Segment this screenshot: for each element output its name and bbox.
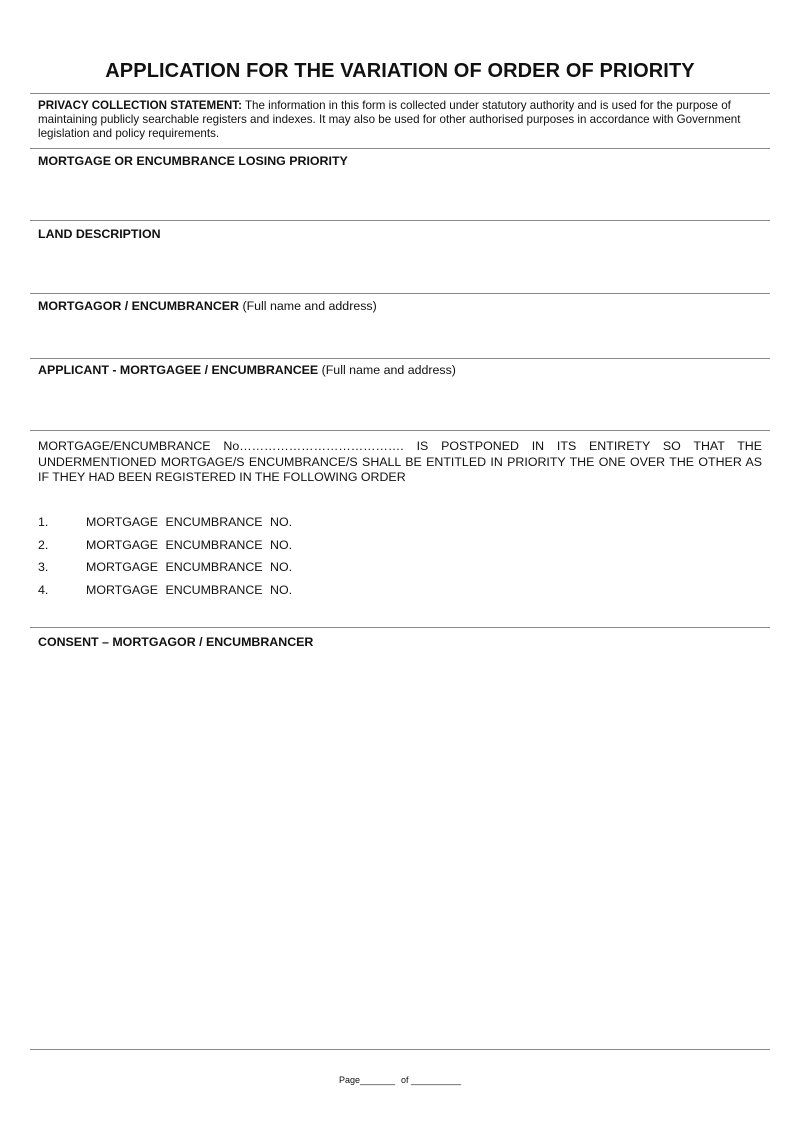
page-number-field: Page_______ [338, 1075, 395, 1085]
land-description-heading: LAND DESCRIPTION [38, 227, 161, 241]
losing-priority-heading: MORTGAGE OR ENCUMBRANCE LOSING PRIORITY [38, 154, 348, 168]
item-label: MORTGAGE ENCUMBRANCE NO. [86, 537, 293, 552]
divider [30, 358, 770, 359]
list-item [38, 538, 292, 561]
privacy-text: The information in this form is collected under statutory authority and is used for the purpose of maintaining publicly searchable registers and indexes. It may also be used for other authorised purposes in accordance with Government legislation and policy requirements. [38, 99, 741, 140]
item-number: 3. [38, 560, 49, 575]
mortgagor-heading-label: MORTGAGOR / ENCUMBRANCER [38, 299, 239, 313]
page-footer [0, 1075, 800, 1085]
privacy-statement [38, 99, 758, 141]
list-item [38, 583, 292, 606]
item-label: MORTGAGE ENCUMBRANCE NO. [86, 515, 293, 529]
priority-order-list [38, 515, 292, 606]
consent-heading: CONSENT – MORTGAGOR / ENCUMBRANCER [38, 635, 314, 649]
page-title: APPLICATION FOR THE VARIATION OF ORDER OF PRIORITY [105, 60, 695, 82]
divider [30, 293, 770, 294]
divider [30, 148, 770, 149]
applicant-heading-note: (Full name and address) [318, 363, 456, 377]
divider [30, 93, 770, 94]
postponement-statement: MORTGAGE/ENCUMBRANCE No…………………………………. IS POSTPONED IN ITS ENTIRETY SO THAT THE UNDERMENTIONED MORTGAGE/S ENCUMBRANCE/S SHALL BE ENTITLED IN PRIORITY THE ONE OVER THE OTHER AS IF THEY HAD BEEN REGISTERED IN THE FOLLOWING ORDER [38, 439, 762, 484]
item-label: MORTGAGE ENCUMBRANCE NO. [86, 583, 293, 598]
divider [30, 430, 770, 431]
divider [30, 1049, 770, 1050]
applicant-heading [38, 363, 456, 377]
item-number: 2. [38, 537, 49, 552]
privacy-label: PRIVACY COLLECTION STATEMENT: [38, 99, 242, 112]
list-item [38, 515, 292, 538]
page-total-field: of __________ [401, 1075, 462, 1085]
applicant-heading-label: APPLICANT - MORTGAGEE / ENCUMBRANCEE [38, 363, 319, 377]
list-item [38, 560, 292, 583]
divider [30, 627, 770, 628]
item-number: 1. [38, 515, 49, 529]
mortgagor-heading [38, 299, 377, 313]
mortgagor-heading-note: (Full name and address) [239, 299, 377, 313]
divider [30, 220, 770, 221]
item-number: 4. [38, 583, 49, 598]
item-label: MORTGAGE ENCUMBRANCE NO. [86, 560, 293, 575]
